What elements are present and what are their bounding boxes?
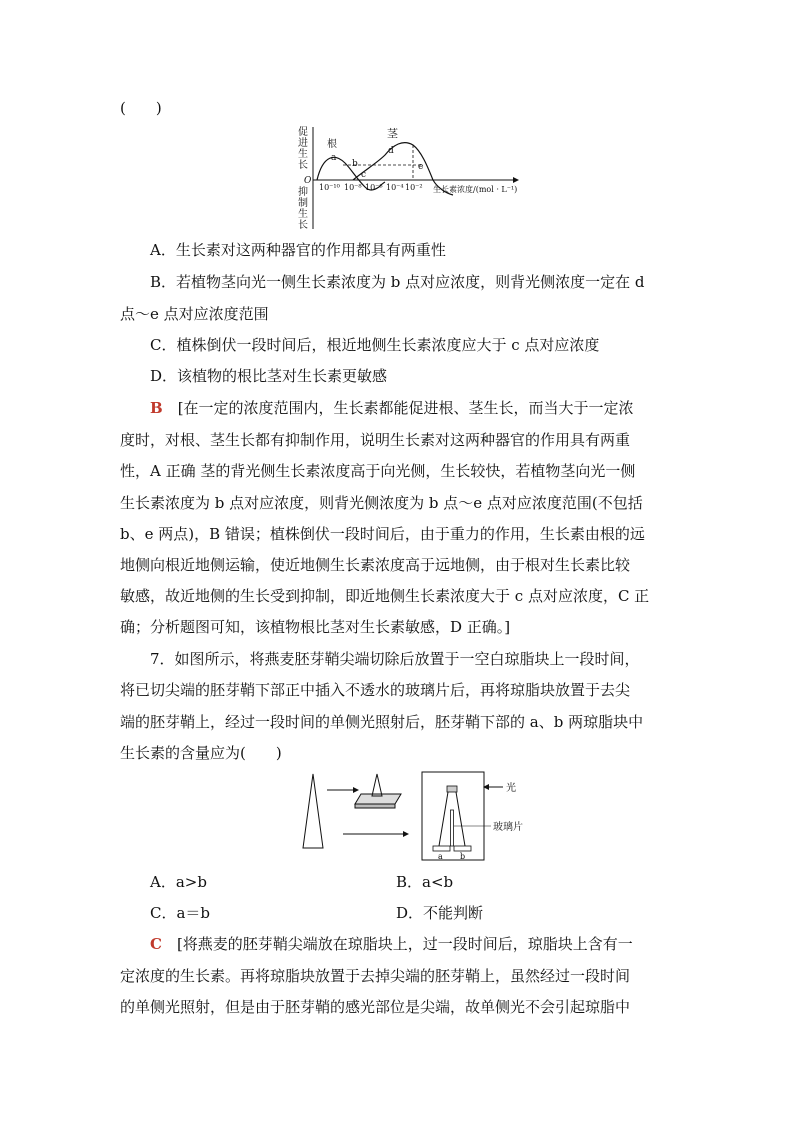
q6-explanation-line4: 生长素浓度为 b 点对应浓度，则背光侧浓度为 b 点～e 点对应浓度范围(不包括 bbox=[120, 494, 643, 512]
q7-answer: C bbox=[150, 935, 162, 953]
y-label-bottom-1: 抑 bbox=[298, 187, 308, 198]
y-label-top-1: 促 bbox=[298, 127, 308, 138]
origin-label: O bbox=[304, 176, 312, 186]
q6-explanation-line2: 度时，对根、茎生长都有抑制作用，说明生长素对这两种器官的作用具有两重 bbox=[120, 431, 631, 449]
y-label-top-3: 生 bbox=[298, 149, 308, 160]
q7-stem-line1: 7．如图所示，将燕麦胚芽鞘尖端切除后放置于一空白琼脂块上一段时间， bbox=[150, 650, 640, 668]
y-label-bottom-2: 制 bbox=[298, 198, 308, 209]
q7-option-c: C．a＝b bbox=[150, 904, 211, 922]
q7-option-b: B．a<b bbox=[396, 873, 454, 891]
q7-option-a: A．a>b bbox=[150, 873, 207, 891]
q6-explanation-line6: 地侧向根近地侧运输，使近地侧生长素浓度高于远地侧，由于根对生长素比较 bbox=[120, 556, 631, 574]
q6-bracket: ( ) bbox=[120, 99, 162, 117]
point-c: c bbox=[361, 170, 367, 180]
point-d: d bbox=[388, 146, 394, 156]
point-e: e bbox=[418, 162, 424, 172]
point-a: a bbox=[331, 153, 337, 163]
glass-label: 玻璃片 bbox=[493, 822, 523, 833]
q6-explanation-line5: b、e 两点)，B 错误；植株倒伏一段时间后，由于重力的作用，生长素由根的远 bbox=[120, 525, 645, 543]
y-label-top-2: 进 bbox=[298, 138, 308, 149]
q6-option-c: C．植株倒伏一段时间后，根近地侧生长素浓度应大于 c 点对应浓度 bbox=[150, 336, 600, 354]
q7-explanation-line3: 的单侧光照射，但是由于胚芽鞘的感光部位是尖端，故单侧光不会引起琼脂中 bbox=[120, 998, 631, 1016]
q6-explanation-line1: B [在一定的浓度范围内，生长素都能促进根、茎生长，而当大于一定浓 bbox=[150, 399, 634, 417]
y-label-bottom-4: 长 bbox=[298, 220, 308, 231]
x-axis-label: 生长素浓度/(mol · L⁻¹) bbox=[433, 185, 518, 194]
q6-auxin-graph bbox=[295, 125, 535, 235]
q6-option-b-line1: B．若植物茎向光一侧生长素浓度为 b 点对应浓度，则背光侧浓度一定在 d bbox=[150, 273, 645, 291]
label-a: a bbox=[438, 852, 443, 861]
light-label: 光 bbox=[506, 783, 516, 794]
label-b: b bbox=[460, 852, 466, 861]
q6-option-a: A．生长素对这两种器官的作用都具有两重性 bbox=[150, 241, 446, 259]
coleoptile-tip-icon bbox=[372, 774, 382, 796]
tick-1: 10⁻¹⁰ bbox=[319, 183, 340, 192]
q6-option-d: D．该植物的根比茎对生长素更敏感 bbox=[150, 367, 388, 385]
q6-option-b-line2: 点～e 点对应浓度范围 bbox=[120, 305, 269, 323]
q6-explanation-line8: 确；分析题图可知，该植物根比茎对生长素敏感，D 正确。] bbox=[120, 618, 511, 636]
root-label: 根 bbox=[327, 139, 337, 150]
y-label-bottom-3: 生 bbox=[298, 209, 308, 220]
tick-5: 10⁻² bbox=[405, 183, 423, 192]
tick-4: 10⁻⁴ bbox=[386, 183, 404, 192]
q6-explanation-line7: 敏感，故近地侧的生长受到抑制，即近地侧生长素浓度大于 c 点对应浓度，C 正 bbox=[120, 587, 650, 605]
stem-label: 茎 bbox=[387, 127, 398, 140]
y-label-top-4: 长 bbox=[298, 160, 308, 171]
q7-explanation-line2: 定浓度的生长素。再将琼脂块放置于去掉尖端的胚芽鞘上，虽然经过一段时间 bbox=[120, 967, 631, 985]
point-b: b bbox=[352, 159, 358, 169]
coleoptile-icon bbox=[303, 774, 323, 848]
q7-stem-line2: 将已切尖端的胚芽鞘下部正中插入不透水的玻璃片后，再将琼脂块放置于去尖 bbox=[120, 681, 631, 699]
q6-explanation-line3: 性，A 正确 茎的背光侧生长素浓度高于向光侧，生长较快，若植物茎向光一侧 bbox=[120, 462, 636, 480]
q7-stem-line3: 端的胚芽鞘上，经过一段时间的单侧光照射后，胚芽鞘下部的 a、b 两琼脂块中 bbox=[120, 713, 644, 731]
q7-option-d: D．不能判断 bbox=[396, 904, 484, 922]
q6-answer: B bbox=[150, 399, 163, 417]
tick-3: 10⁻⁶ bbox=[365, 183, 383, 192]
tick-2: 10⁻⁸ bbox=[344, 183, 362, 192]
q7-coleoptile-figure bbox=[295, 770, 535, 862]
q7-stem-line4: 生长素的含量应为( ) bbox=[120, 744, 282, 762]
q7-explanation-line1: C [将燕麦的胚芽鞘尖端放在琼脂块上，过一段时间后，琼脂块上含有一 bbox=[150, 935, 633, 953]
